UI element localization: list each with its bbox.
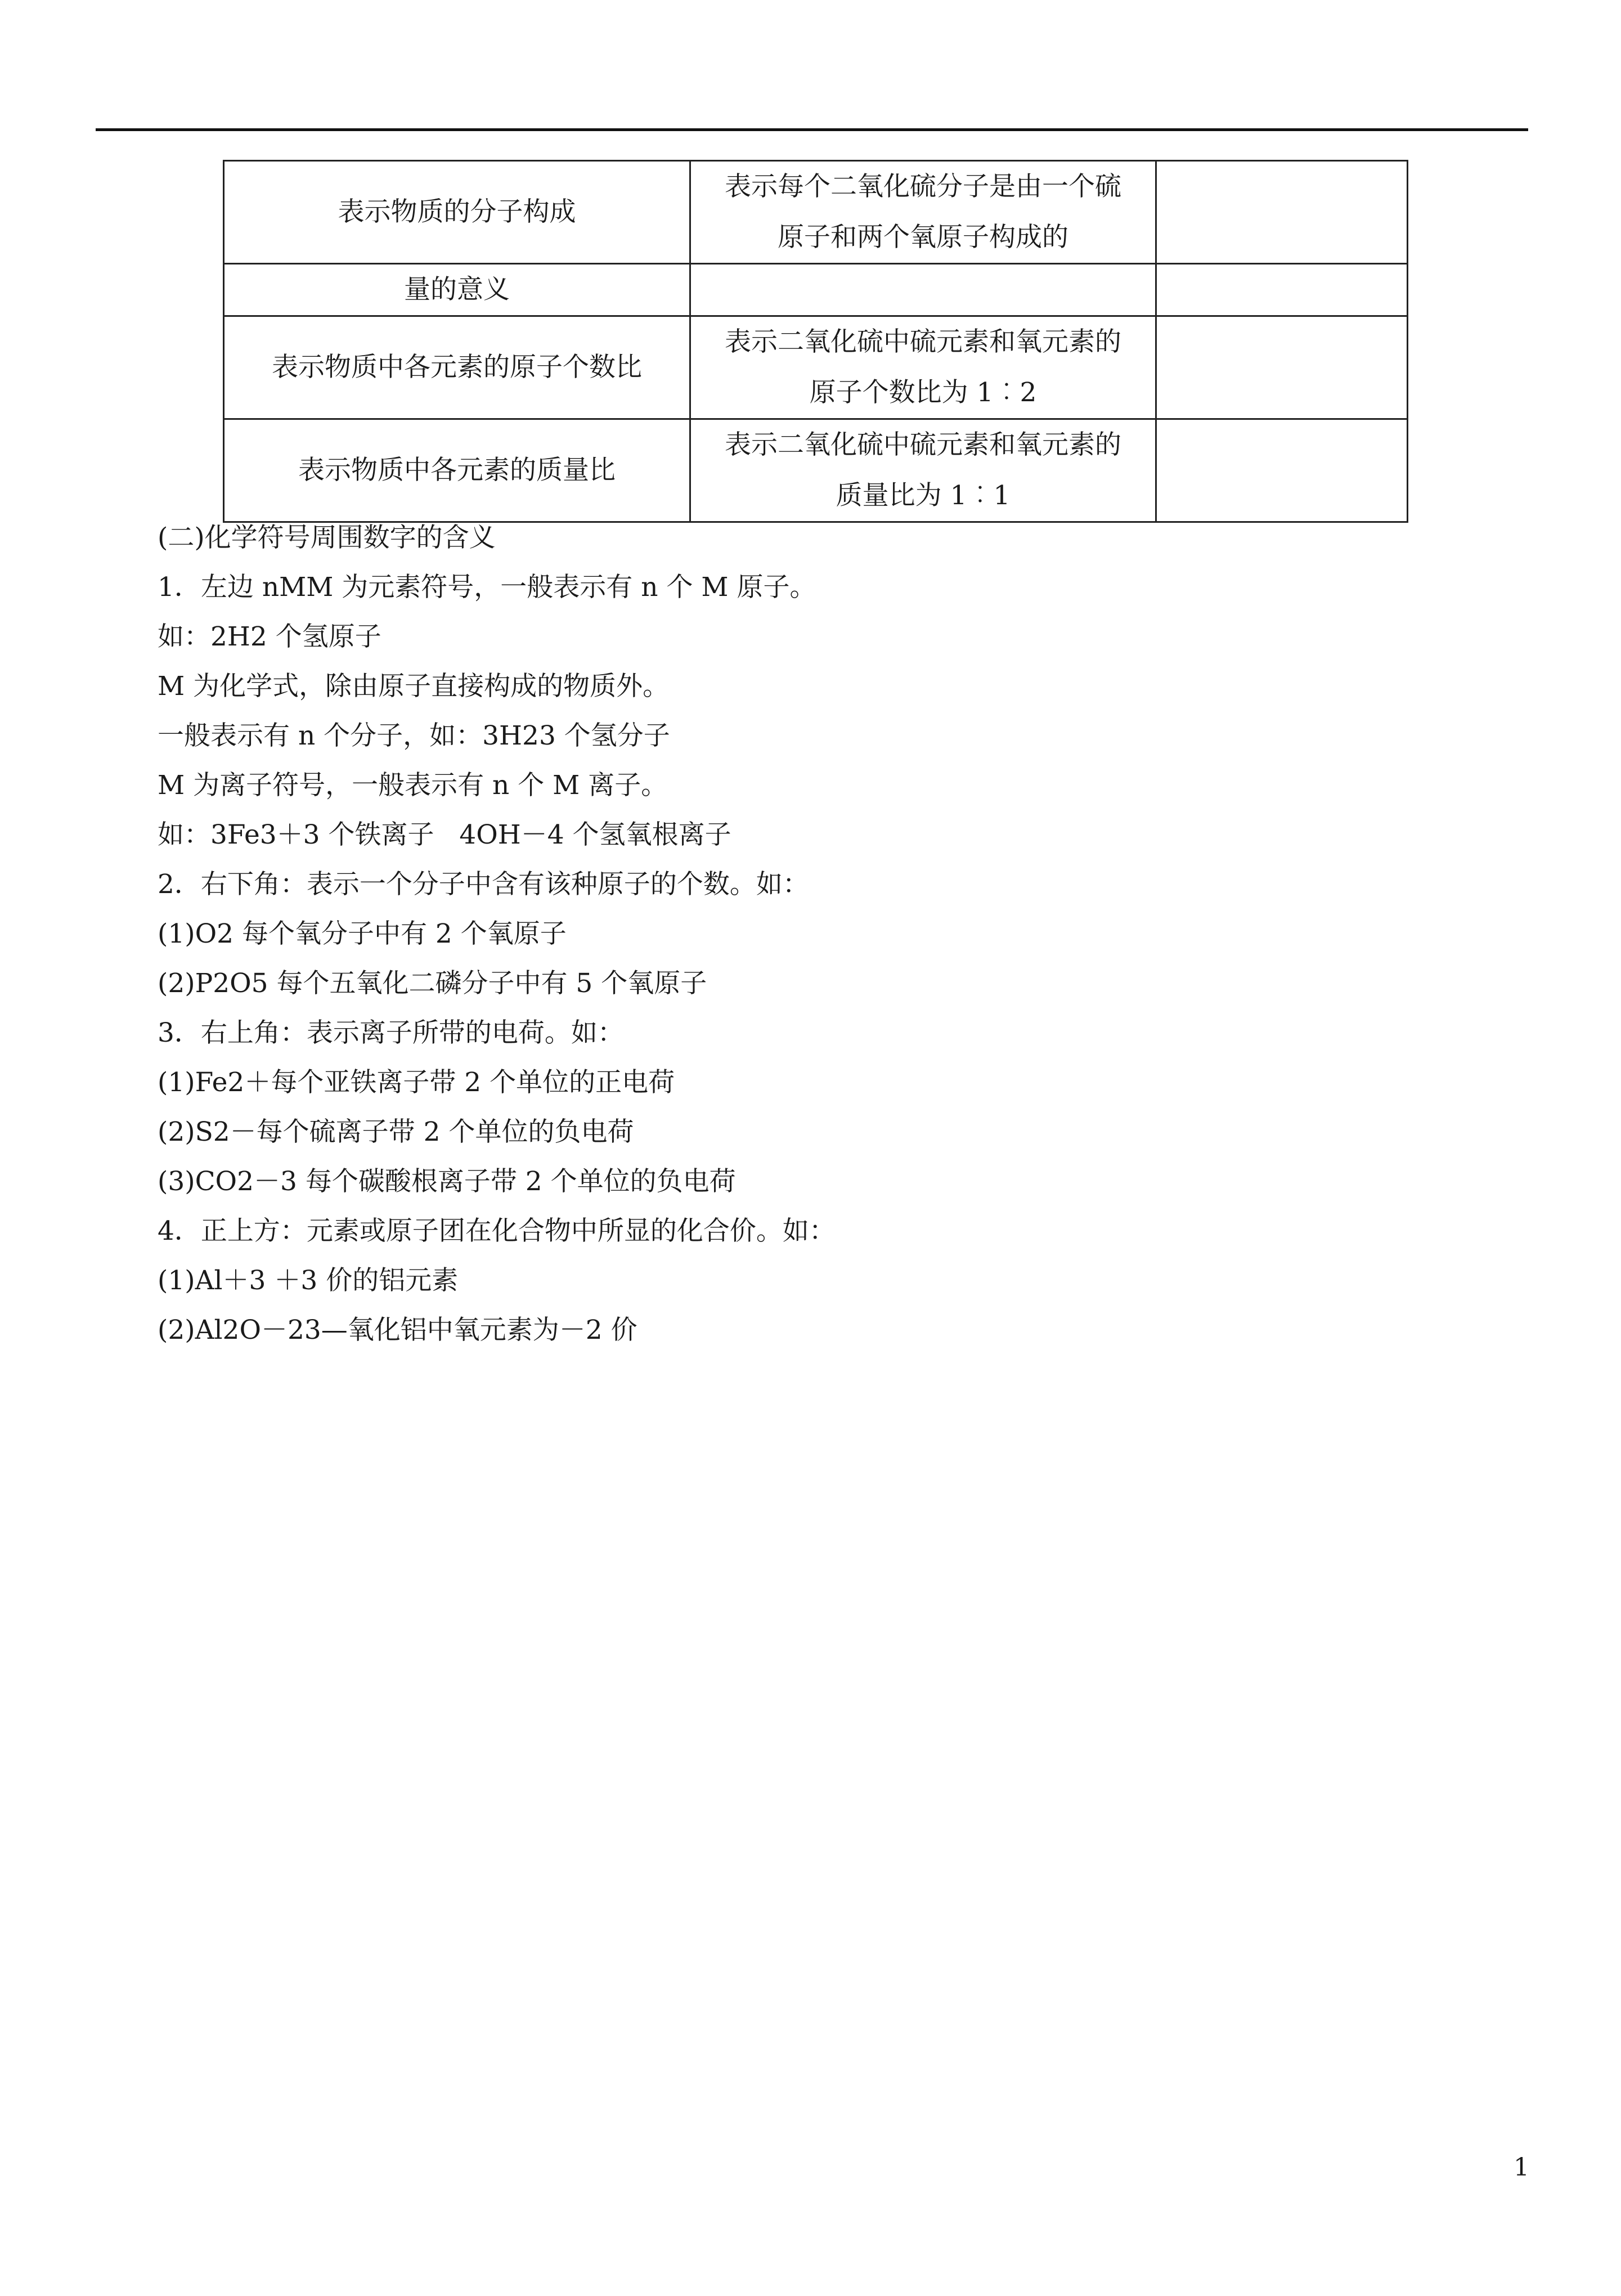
- table-cell: [690, 264, 1156, 316]
- table-cell: 表示物质中各元素的质量比: [224, 419, 690, 522]
- text-line: 如：2H2 个氢原子: [158, 621, 381, 652]
- table-cell: 表示物质的分子构成: [224, 161, 690, 264]
- table-row: [224, 419, 1408, 522]
- table-cell: [1156, 419, 1408, 522]
- table-cell: [1156, 161, 1408, 264]
- cell-line: 表示每个二氧化硫分子是由一个硫: [725, 171, 1121, 202]
- cell-line: 表示二氧化硫中硫元素和氧元素的: [725, 429, 1121, 460]
- text-line: (3)CO2－3 每个碳酸根离子带 2 个单位的负电荷: [158, 1166, 736, 1197]
- text-line: (1)Fe2＋每个亚铁离子带 2 个单位的正电荷: [158, 1067, 675, 1098]
- body-text: [158, 513, 1508, 1355]
- section-heading: (二)化学符号周围数字的含义: [158, 522, 496, 553]
- header-rule: [96, 128, 1528, 131]
- text-line: 如：3Fe3＋3 个铁离子 4OH－4 个氢氧根离子: [158, 819, 731, 850]
- page-number: 1: [1514, 2153, 1529, 2182]
- text-line: 1．左边 nMM 为元素符号，一般表示有 n 个 M 原子。: [158, 572, 816, 603]
- table-cell: [690, 419, 1156, 522]
- table-cell: [1156, 316, 1408, 419]
- text-line: M 为化学式，除由原子直接构成的物质外。: [158, 671, 670, 702]
- text-line: M 为离子符号，一般表示有 n 个 M 离子。: [158, 770, 668, 801]
- text-line: (1)Al＋3 ＋3 价的铝元素: [158, 1265, 459, 1296]
- cell-line: 表示二氧化硫中硫元素和氧元素的: [725, 326, 1121, 357]
- cell-line: 质量比为 1︰1: [836, 480, 1011, 511]
- text-line: (2)P2O5 每个五氧化二磷分子中有 5 个氧原子: [158, 968, 707, 999]
- cell-line: 原子个数比为 1︰2: [809, 377, 1037, 408]
- text-line: (1)O2 每个氧分子中有 2 个氧原子: [158, 918, 567, 949]
- table-cell: [690, 316, 1156, 419]
- table-cell: 量的意义: [224, 264, 690, 316]
- table-cell: [1156, 264, 1408, 316]
- cell-line: 原子和两个氧原子构成的: [778, 222, 1068, 253]
- text-line: (2)S2－每个硫离子带 2 个单位的负电荷: [158, 1116, 634, 1147]
- text-line: (2)Al2O－23—氧化铝中氧元素为－2 价: [158, 1315, 637, 1346]
- table-row: [224, 264, 1408, 316]
- text-line: 4．正上方：元素或原子团在化合物中所显的化合价。如：: [158, 1216, 836, 1246]
- table-cell: [690, 161, 1156, 264]
- text-line: 2．右下角：表示一个分子中含有该种原子的个数。如：: [158, 869, 809, 900]
- table-row: [224, 316, 1408, 419]
- meaning-table: [223, 160, 1408, 523]
- text-line: 一般表示有 n 个分子，如：3H23 个氢分子: [158, 720, 670, 751]
- table-row: [224, 161, 1408, 264]
- text-line: 3．右上角：表示离子所带的电荷。如：: [158, 1017, 624, 1048]
- table-cell: 表示物质中各元素的原子个数比: [224, 316, 690, 419]
